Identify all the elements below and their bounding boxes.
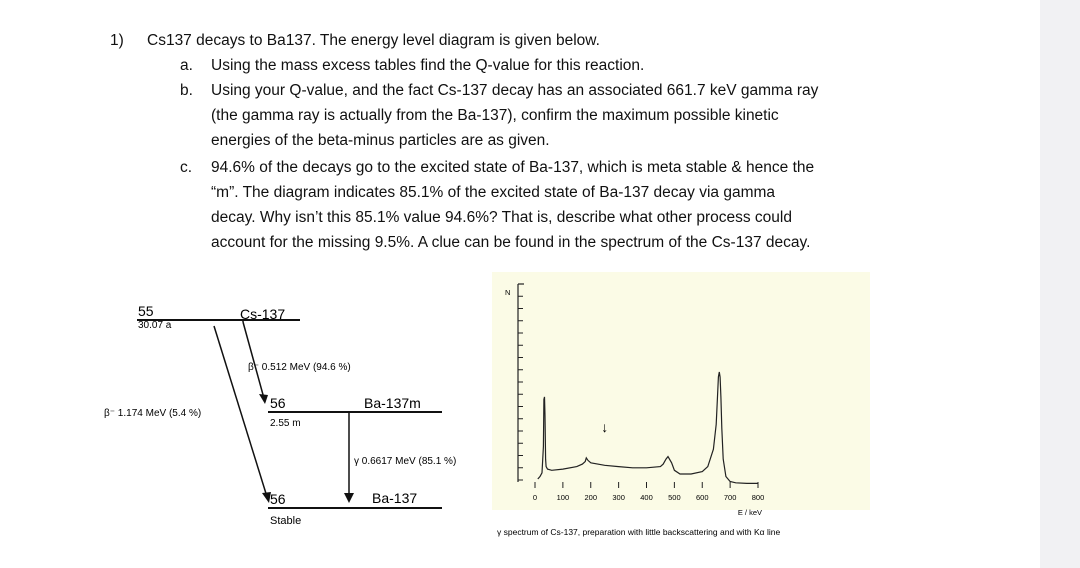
x-tick-label: 0 bbox=[532, 493, 538, 502]
x-tick-label: 600 bbox=[695, 493, 709, 502]
part-b-line: Using your Q-value, and the fact Cs-137 decay has an associated 661.7 keV gamma ray bbox=[211, 82, 819, 99]
parent-z: 55 bbox=[138, 303, 154, 319]
beta-side-arrow bbox=[214, 326, 268, 500]
x-axis-unit: E / keV bbox=[737, 508, 762, 517]
x-tick-label: 200 bbox=[584, 493, 598, 502]
x-tick-label: 700 bbox=[723, 493, 737, 502]
part-a-line: Using the mass excess tables find the Q-value for this reaction. bbox=[211, 57, 645, 74]
x-tick-label: 400 bbox=[640, 493, 653, 502]
part-c-line: account for the missing 9.5%. A clue can be found in the spectrum of the Cs-137 decay. bbox=[211, 234, 811, 251]
x-tick-label: 500 bbox=[668, 493, 681, 502]
parent-halflife: 30.07 a bbox=[138, 320, 172, 331]
energy-level-diagram bbox=[100, 290, 480, 550]
part-a-letter: a. bbox=[180, 57, 193, 74]
part-c-line: 94.6% of the decays go to the excited state of Ba-137, which is meta stable & hence the bbox=[211, 159, 815, 176]
excited-z: 56 bbox=[270, 395, 286, 411]
question-number: 1) bbox=[110, 32, 124, 49]
ground-name: Ba-137 bbox=[372, 490, 418, 506]
beta-main-label: β⁻ 0.512 MeV (94.6 %) bbox=[248, 362, 351, 373]
part-b-line: (the gamma ray is actually from the Ba-137), confirm the maximum possible kinetic bbox=[211, 107, 779, 124]
part-c-line: decay. Why isn’t this 85.1% value 94.6%? That is, describe what other process could bbox=[211, 209, 792, 226]
beta-side-label: β⁻ 1.174 MeV (5.4 %) bbox=[104, 408, 202, 419]
part-c-line: “m”. The diagram indicates 85.1% of the excited state of Ba-137 decay via gamma bbox=[211, 184, 776, 201]
x-tick-label: 800 bbox=[751, 493, 765, 502]
right-sidebar-panel bbox=[1040, 0, 1080, 568]
ground-status: Stable bbox=[270, 515, 302, 527]
excited-halflife: 2.55 m bbox=[270, 418, 301, 429]
y-axis-label: N bbox=[505, 288, 511, 297]
parent-name: Cs-137 bbox=[240, 306, 286, 322]
question-title: Cs137 decays to Ba137. The energy level diagram is given below. bbox=[147, 32, 600, 49]
part-b-line: energies of the beta-minus particles are as given. bbox=[211, 132, 550, 149]
excited-name: Ba-137m bbox=[364, 395, 421, 411]
ground-z: 56 bbox=[270, 491, 286, 507]
x-tick-label: 100 bbox=[556, 493, 570, 502]
beta-main-arrowhead bbox=[259, 394, 268, 404]
gamma-spectrum-chart bbox=[492, 272, 870, 542]
part-b-letter: b. bbox=[180, 82, 193, 99]
x-tick-label: 300 bbox=[612, 493, 625, 502]
gamma-label: γ 0.6617 MeV (85.1 %) bbox=[354, 456, 457, 467]
part-c-letter: c. bbox=[180, 159, 193, 176]
spectrum-caption: γ spectrum of Cs-137, preparation with little backscattering and with Kα line bbox=[497, 527, 781, 537]
gamma-arrowhead bbox=[344, 493, 354, 503]
annotation-arrow: ↓ bbox=[601, 419, 609, 435]
